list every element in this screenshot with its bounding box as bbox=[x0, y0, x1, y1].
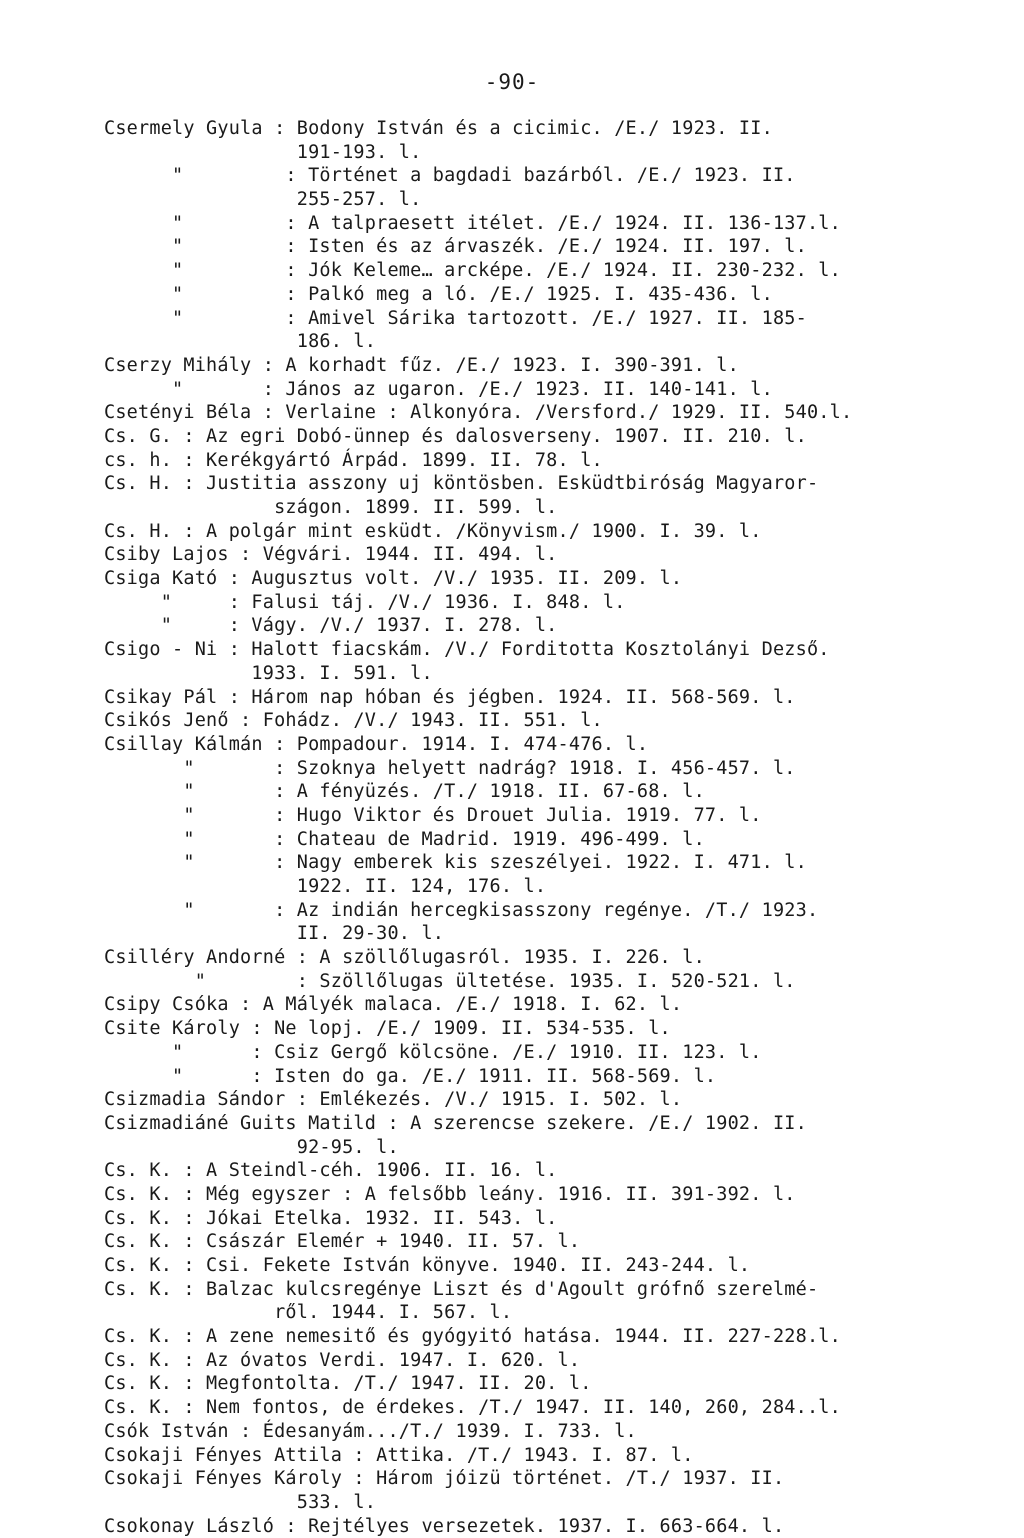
entry-line: Cserzy Mihály : A korhadt fűz. /E./ 1923. I. 390-391. l. bbox=[104, 354, 739, 376]
entry-line: " : Vágy. /V./ 1937. I. 278. l. bbox=[104, 615, 558, 637]
entry-line: Csikós Jenő : Fohádz. /V./ 1943. II. 551. l. bbox=[104, 710, 603, 732]
entry-line: 186. l. bbox=[104, 331, 377, 353]
entry-line: Csizmadia Sándor : Emlékezés. /V./ 1915. I. 502. l. bbox=[104, 1089, 683, 1111]
entry-line: 92-95. l. bbox=[104, 1136, 399, 1158]
entry-line: 191-193. l. bbox=[104, 141, 422, 163]
entry-line: II. 29-30. l. bbox=[104, 923, 445, 945]
entry-line: Cs. K. : Balzac kulcsregénye Liszt és d'Agoult grófnő szerelmé- bbox=[104, 1278, 819, 1300]
entry-line: Cs. K. : Jókai Etelka. 1932. II. 543. l. bbox=[104, 1207, 558, 1229]
entry-line: Csetényi Béla : Verlaine : Alkonyóra. /Versford./ 1929. II. 540.l. bbox=[104, 402, 853, 424]
page-number: -90- bbox=[484, 70, 540, 94]
entry-line: Csigo - Ni : Halott fiacskám. /V./ Forditotta Kosztolányi Dezső. bbox=[104, 639, 830, 661]
entry-line: ről. 1944. I. 567. l. bbox=[104, 1302, 513, 1324]
entry-line: Csiga Kató : Augusztus volt. /V./ 1935. II. 209. l. bbox=[104, 568, 683, 590]
entry-line: " : Isten és az árvaszék. /E./ 1924. II. 197. l. bbox=[104, 236, 807, 258]
entry-line: Cs. K. : A Steindl-céh. 1906. II. 16. l. bbox=[104, 1160, 558, 1182]
entry-line: Csillay Kálmán : Pompadour. 1914. I. 474-476. l. bbox=[104, 733, 649, 755]
entry-line: " : Nagy emberek kis szeszélyei. 1922. I. 471. l. bbox=[104, 852, 807, 874]
entry-line: " : Szöllőlugas ültetése. 1935. I. 520-521. l. bbox=[104, 970, 796, 992]
entry-line: Csipy Csóka : A Mályék malaca. /E./ 1918. I. 62. l. bbox=[104, 994, 683, 1016]
entry-line: Cs. H. : A polgár mint esküdt. /Könyvism./ 1900. I. 39. l. bbox=[104, 520, 762, 542]
entry-line: Csermely Gyula : Bodony István és a cicimic. /E./ 1923. II. bbox=[104, 118, 773, 139]
entry-line: Cs. K. : Császár Elemér + 1940. II. 57. l. bbox=[104, 1231, 581, 1253]
entry-line: Cs. K. : Nem fontos, de érdekes. /T./ 1947. II. 140, 260, 284..l. bbox=[104, 1397, 841, 1419]
entry-line: Csite Károly : Ne lopj. /E./ 1909. II. 534-535. l. bbox=[104, 1018, 671, 1040]
entry-line: Csók István : Édesanyám.../T./ 1939. I. 733. l. bbox=[104, 1420, 637, 1442]
entry-line: 533. l. bbox=[104, 1491, 377, 1513]
entry-line: cs. h. : Kerékgyártó Árpád. 1899. II. 78. l. bbox=[104, 449, 603, 471]
entry-line: " : Falusi táj. /V./ 1936. I. 848. l. bbox=[104, 591, 626, 613]
entry-line: Cs. K. : A zene nemesitő és gyógyitó hatása. 1944. II. 227-228.l. bbox=[104, 1326, 841, 1348]
entry-line: " : János az ugaron. /E./ 1923. II. 140-141. l. bbox=[104, 378, 773, 400]
entry-line: " : Történet a bagdadi bazárból. /E./ 1923. II. bbox=[104, 165, 796, 187]
entry-line: Cs. K. : Csi. Fekete István könyve. 1940. II. 243-244. l. bbox=[104, 1255, 751, 1276]
entry-line: " : Palkó meg a ló. /E./ 1925. I. 435-436. l. bbox=[104, 283, 773, 305]
entry-line: Cs. G. : Az egri Dobó-ünnep és dalosverseny. 1907. II. 210. l. bbox=[104, 425, 807, 447]
entry-line: szágon. 1899. II. 599. l. bbox=[104, 497, 558, 518]
entry-line: " : Chateau de Madrid. 1919. 496-499. l. bbox=[104, 828, 705, 850]
entry-line: Csokonay László : Rejtélyes versezetek. 1937. I. 663-664. l. bbox=[104, 1515, 785, 1537]
entry-line: Cs. K. : Az óvatos Verdi. 1947. I. 620. l. bbox=[104, 1349, 581, 1371]
entry-line: Csiby Lajos : Végvári. 1944. II. 494. l. bbox=[104, 544, 558, 566]
entry-line: " : Jók Keleme… arcképe. /E./ 1924. II. 230-232. l. bbox=[104, 260, 841, 282]
entry-line: " : Szoknya helyett nadrág? 1918. I. 456-457. l. bbox=[104, 757, 796, 779]
entry-line: Csokaji Fényes Károly : Három jóizü történet. /T./ 1937. II. bbox=[104, 1468, 785, 1490]
entry-line: Csilléry Andorné : A szöllőlugasról. 1935. I. 226. l. bbox=[104, 947, 705, 969]
entry-line: Cs. K. : Megfontolta. /T./ 1947. II. 20. l. bbox=[104, 1373, 592, 1395]
entry-line: " : A talpraesett itélet. /E./ 1924. II. 136-137.l. bbox=[104, 212, 841, 234]
entry-line: Csokaji Fényes Attila : Attika. /T./ 1943. I. 87. l. bbox=[104, 1444, 694, 1466]
entry-line: 1933. I. 591. l. bbox=[104, 662, 433, 684]
bibliography-entries bbox=[104, 117, 1004, 1538]
entry-line: Cs. K. : Még egyszer : A felsőbb leány. 1916. II. 391-392. l. bbox=[104, 1183, 796, 1205]
entry-line: 1922. II. 124, 176. l. bbox=[104, 876, 547, 897]
entry-line: Csizmadiáné Guits Matild : A szerencse szekere. /E./ 1902. II. bbox=[104, 1112, 807, 1134]
entry-line: Csikay Pál : Három nap hóban és jégben. 1924. II. 568-569. l. bbox=[104, 686, 796, 708]
entry-line: " : Amivel Sárika tartozott. /E./ 1927. II. 185- bbox=[104, 307, 807, 329]
entry-line: " : Csiz Gergő kölcsöne. /E./ 1910. II. 123. l. bbox=[104, 1041, 762, 1063]
entry-line: 255-257. l. bbox=[104, 189, 422, 211]
entry-line: " : A fényüzés. /T./ 1918. II. 67-68. l. bbox=[104, 781, 705, 803]
entry-line: Cs. H. : Justitia asszony uj köntösben. Esküdtbiróság Magyaror- bbox=[104, 473, 819, 495]
entry-line: " : Az indián hercegkisasszony regénye. /T./ 1923. bbox=[104, 899, 819, 921]
entry-line: " : Hugo Viktor és Drouet Julia. 1919. 77. l. bbox=[104, 804, 762, 826]
entry-line: " : Isten do ga. /E./ 1911. II. 568-569. l. bbox=[104, 1065, 717, 1087]
